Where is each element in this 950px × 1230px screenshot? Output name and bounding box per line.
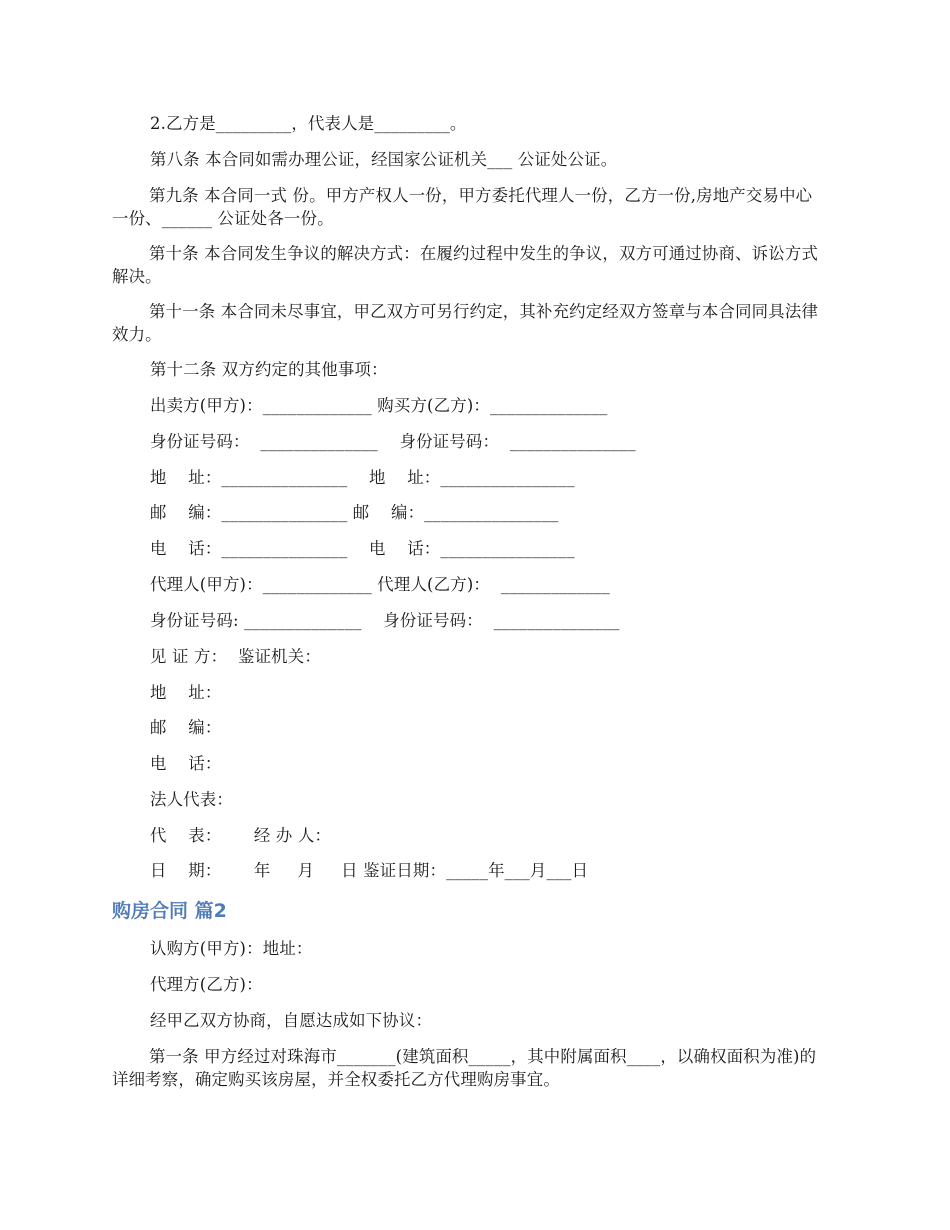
clause-article-12: 第十二条 双方约定的其他事项：: [150, 360, 388, 379]
section2-article-1: 第一条 甲方经过对珠海市_______(建筑面积_____，其中附属面积____，以确权面积为准)的详细考察，确定购买该房屋，并全权委托乙方代理购房事宜。: [112, 1047, 817, 1089]
signature-address: 地 址：_______________ 地 址：________________: [150, 468, 575, 487]
section-heading: 购房合同 篇2: [112, 900, 227, 922]
clause-article-9: 第九条 本合同一式 份。甲方产权人一份，甲方委托代理人一份，乙方一份,房地产交易中心一份、______ 公证处各一份。: [112, 186, 813, 228]
signature-phone: 电 话：_______________ 电 话：________________: [150, 539, 575, 558]
agent-line: 代理方(乙方)：: [150, 975, 263, 994]
clause-article-8: 第八条 本合同如需办理公证，经国家公证机关___ 公证处公证。: [150, 150, 618, 169]
witness-address: 地 址：: [150, 683, 222, 702]
signature-id-numbers: 身份证号码： ______________ 身份证号码： _______________: [150, 432, 636, 451]
signature-postcode: 邮 编：_______________ 邮 编：________________: [150, 503, 559, 522]
clause-article-10: 第十条 本合同发生争议的解决方式：在履约过程中发生的争议，双方可通过协商、诉讼方式解决。: [112, 244, 819, 286]
representative-handler: 代 表： 经 办 人：: [150, 826, 332, 845]
clause-article-11: 第十一条 本合同未尽事宜，甲乙双方可另行约定，其补充约定经双方签章与本合同同具法律效力。: [112, 302, 819, 344]
witness-line: 见 证 方： 鉴证机关：: [150, 647, 321, 666]
legal-representative: 法人代表：: [150, 790, 233, 809]
signature-agents: 代理人(甲方)：_____________ 代理人(乙方)： _____________: [150, 575, 610, 594]
signature-dates: 日 期： 年 月 日 鉴证日期：_____年___月___日: [150, 861, 589, 880]
signature-agent-ids: 身份证号码: ______________ 身份证号码： _______________: [150, 611, 620, 630]
buyer-line: 认购方(甲方)：地址：: [150, 939, 313, 958]
witness-postcode: 邮 编：: [150, 718, 222, 737]
clause-party-b: 2.乙方是_________，代表人是_________。: [150, 114, 467, 133]
witness-phone: 电 话：: [150, 754, 222, 773]
signature-seller-buyer: 出卖方(甲方)：_____________ 购买方(乙方)：______________: [150, 396, 608, 415]
agreement-intro: 经甲乙双方协商，自愿达成如下协议：: [150, 1011, 433, 1030]
